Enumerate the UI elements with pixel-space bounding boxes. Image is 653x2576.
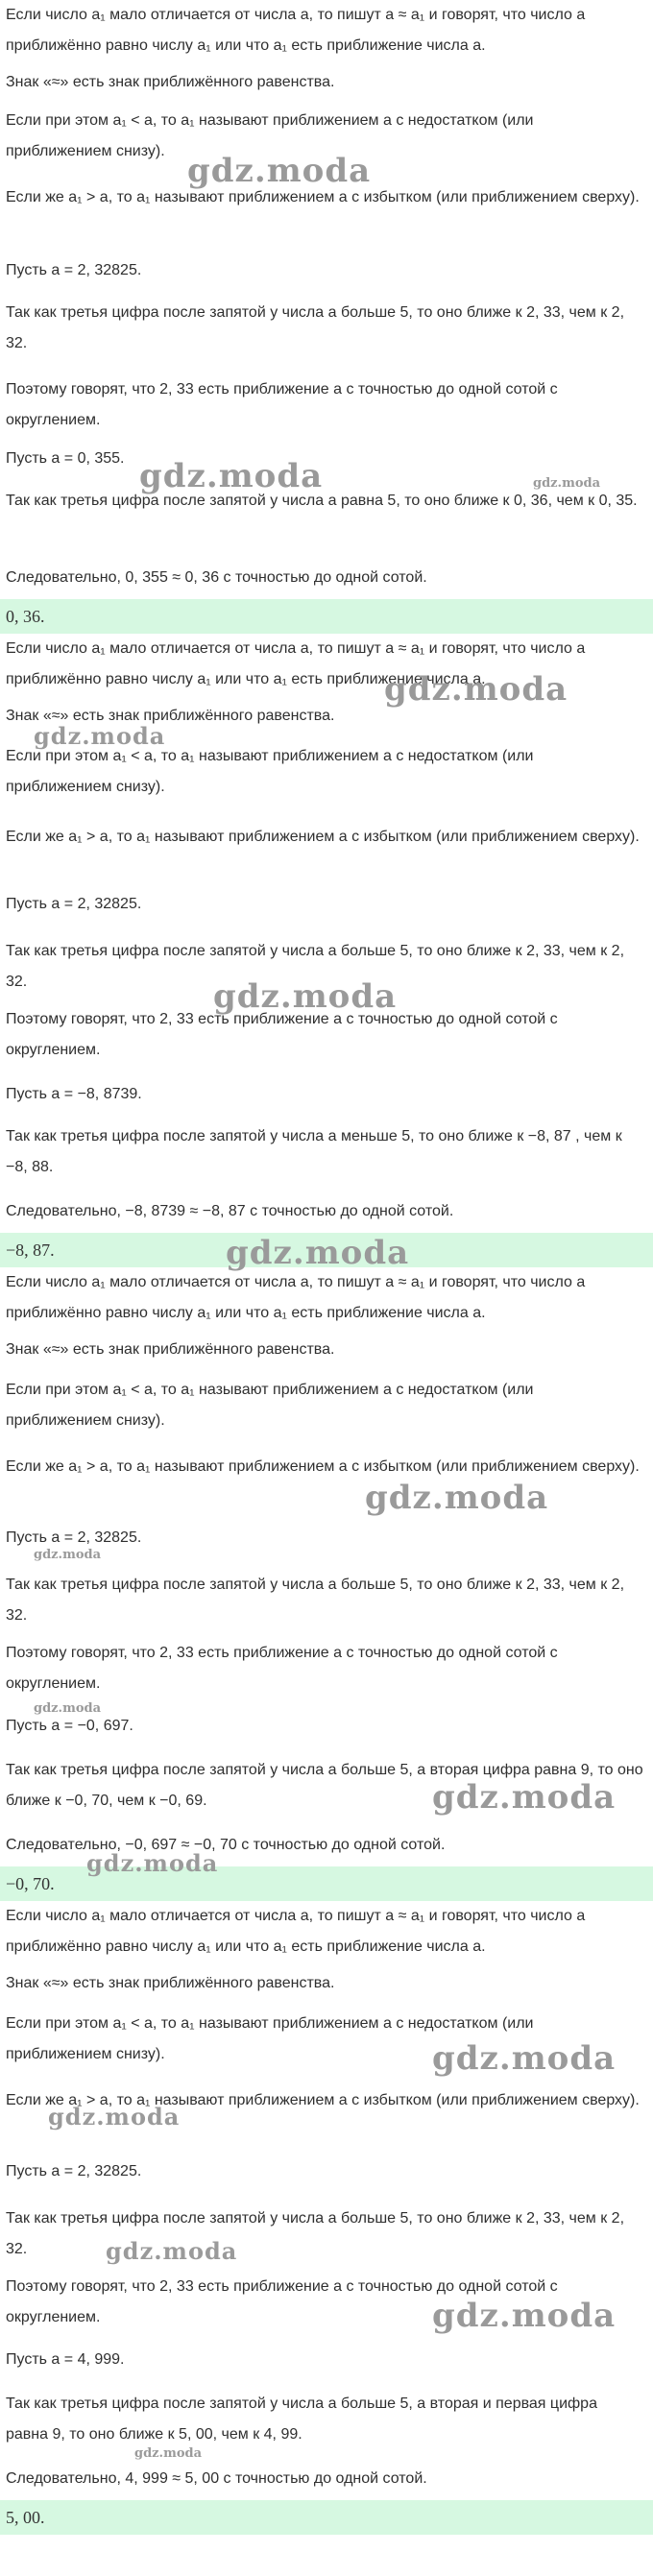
watermark-logo: gdz.moda [34, 722, 166, 750]
watermark-logo: gdz.moda [226, 1234, 410, 1272]
upper-approx-paragraph: Если же a₁ > a, то a₁ называют приближением a с избытком (или приближением сверху). [6, 189, 640, 205]
reasoning-paragraph: Так как третья цифра после запятой у числа a больше 5, то оно ближе к 2, 33, чем к 2, 32. [6, 943, 625, 990]
definition-paragraph: Если число a₁ мало отличается от числа a, то пишут a ≈ a₁ и говорят, что число a приближённо равно числу a₁ или что a₁ есть приближение числа a. [6, 1908, 586, 1955]
reasoning-paragraph: Так как третья цифра после запятой у числа a больше 5, а вторая и первая цифра равна 9, то оно ближе к 5, 00, чем к 4, 99. [6, 2395, 597, 2443]
result-paragraph: Следовательно, −8, 8739 ≈ −8, 87 с точностью до одной сотой. [6, 1203, 454, 1219]
watermark-logo: gdz.moda [432, 1778, 617, 1817]
reasoning-paragraph: Так как третья цифра после запятой у числа a равна 5, то оно ближе к 0, 36, чем к 0, 35. [6, 493, 638, 509]
watermark-logo: gdz.moda [106, 2237, 238, 2265]
watermark-logo: gdz.moda [134, 2446, 203, 2461]
result-paragraph: Следовательно, 4, 999 ≈ 5, 00 с точностью до одной сотой. [6, 2470, 427, 2487]
lower-approx-paragraph: Если при этом a₁ < a, то a₁ называют приближением a с недостатком (или приближением снизу). [6, 112, 534, 159]
reasoning-paragraph: Так как третья цифра после запятой у числа a больше 5, то оно ближе к 2, 33, чем к 2, 32. [6, 1577, 625, 1624]
lower-approx-paragraph: Если при этом a₁ < a, то a₁ называют приближением a с недостатком (или приближением снизу). [6, 2015, 534, 2062]
conclusion-paragraph: Поэтому говорят, что 2, 33 есть приближение a с точностью до одной сотой с округлением. [6, 1011, 558, 1058]
watermark-logo: gdz.moda [533, 476, 601, 491]
watermark-logo: gdz.moda [139, 457, 324, 495]
watermark-logo: gdz.moda [86, 1849, 219, 1877]
watermark-logo: gdz.moda [365, 1479, 549, 1517]
reasoning-paragraph: Так как третья цифра после запятой у числа a больше 5, то оно ближе к 2, 33, чем к 2, 32. [6, 304, 625, 351]
upper-approx-paragraph: Если же a₁ > a, то a₁ называют приближением a с избытком (или приближением сверху). [6, 2092, 640, 2108]
definition-paragraph: Если число a₁ мало отличается от числа a, то пишут a ≈ a₁ и говорят, что число a приближённо равно числу a₁ или что a₁ есть приближение числа a. [6, 640, 586, 687]
sign-paragraph: Знак «≈» есть знак приближённого равенства. [6, 1975, 335, 1991]
sign-paragraph: Знак «≈» есть знак приближённого равенства. [6, 1341, 335, 1358]
lower-approx-paragraph: Если при этом a₁ < a, то a₁ называют приближением a с недостатком (или приближением снизу). [6, 748, 534, 795]
watermark-logo: gdz.moda [48, 2103, 181, 2131]
watermark-logo: gdz.moda [432, 2039, 617, 2078]
answer-bar: 0, 36. [0, 599, 653, 634]
watermark-logo: gdz.moda [187, 152, 372, 190]
watermark-logo: gdz.moda [432, 2297, 617, 2335]
reasoning-paragraph: Так как третья цифра после запятой у числа a больше 5, то оно ближе к 2, 33, чем к 2, 32. [6, 2210, 625, 2257]
watermark-logo: gdz.moda [34, 1701, 102, 1716]
upper-approx-paragraph: Если же a₁ > a, то a₁ называют приближением a с избытком (или приближением сверху). [6, 829, 640, 845]
answer-bar: −8, 87. [0, 1233, 653, 1267]
definition-paragraph: Если число a₁ мало отличается от числа a, то пишут a ≈ a₁ и говорят, что число a приближённо равно числу a₁ или что a₁ есть приближение числа a. [6, 1274, 586, 1321]
sign-paragraph: Знак «≈» есть знак приближённого равенства. [6, 708, 335, 724]
conclusion-paragraph: Поэтому говорят, что 2, 33 есть приближение a с точностью до одной сотой с округлением. [6, 1645, 558, 1692]
let-paragraph: Пусть a = 2, 32825. [6, 262, 142, 278]
let-paragraph: Пусть a = 0, 355. [6, 450, 125, 467]
watermark-logo: gdz.moda [213, 977, 398, 1016]
result-paragraph: Следовательно, −0, 697 ≈ −0, 70 с точностью до одной сотой. [6, 1837, 446, 1853]
upper-approx-paragraph: Если же a₁ > a, то a₁ называют приближением a с избытком (или приближением сверху). [6, 1458, 640, 1475]
sign-paragraph: Знак «≈» есть знак приближённого равенства. [6, 74, 335, 90]
watermark-logo: gdz.moda [384, 670, 568, 709]
let-paragraph: Пусть a = 2, 32825. [6, 1529, 142, 1546]
let-paragraph: Пусть a = 2, 32825. [6, 2163, 142, 2179]
let-paragraph: Пусть a = −0, 697. [6, 1718, 133, 1734]
let-paragraph: Пусть a = 2, 32825. [6, 896, 142, 912]
watermark-logo: gdz.moda [34, 1548, 102, 1562]
answer-bar: 5, 00. [0, 2500, 653, 2535]
reasoning-paragraph: Так как третья цифра после запятой у числа a меньше 5, то оно ближе к −8, 87 , чем к −8, 88. [6, 1128, 622, 1175]
answer-bar: −0, 70. [0, 1866, 653, 1901]
reasoning-paragraph: Так как третья цифра после запятой у числа a больше 5, а вторая цифра равна 9, то оно ближе к −0, 70, чем к −0, 69. [6, 1762, 643, 1809]
definition-paragraph: Если число a₁ мало отличается от числа a, то пишут a ≈ a₁ и говорят, что число a приближённо равно числу a₁ или что a₁ есть приближение числа a. [6, 7, 586, 54]
result-paragraph: Следовательно, 0, 355 ≈ 0, 36 с точностью до одной сотой. [6, 569, 427, 586]
conclusion-paragraph: Поэтому говорят, что 2, 33 есть приближение a с точностью до одной сотой с округлением. [6, 381, 558, 428]
conclusion-paragraph: Поэтому говорят, что 2, 33 есть приближение a с точностью до одной сотой с округлением. [6, 2278, 558, 2325]
let-paragraph: Пусть a = −8, 8739. [6, 1086, 142, 1102]
lower-approx-paragraph: Если при этом a₁ < a, то a₁ называют приближением a с недостатком (или приближением снизу). [6, 1382, 534, 1429]
let-paragraph: Пусть a = 4, 999. [6, 2351, 125, 2368]
